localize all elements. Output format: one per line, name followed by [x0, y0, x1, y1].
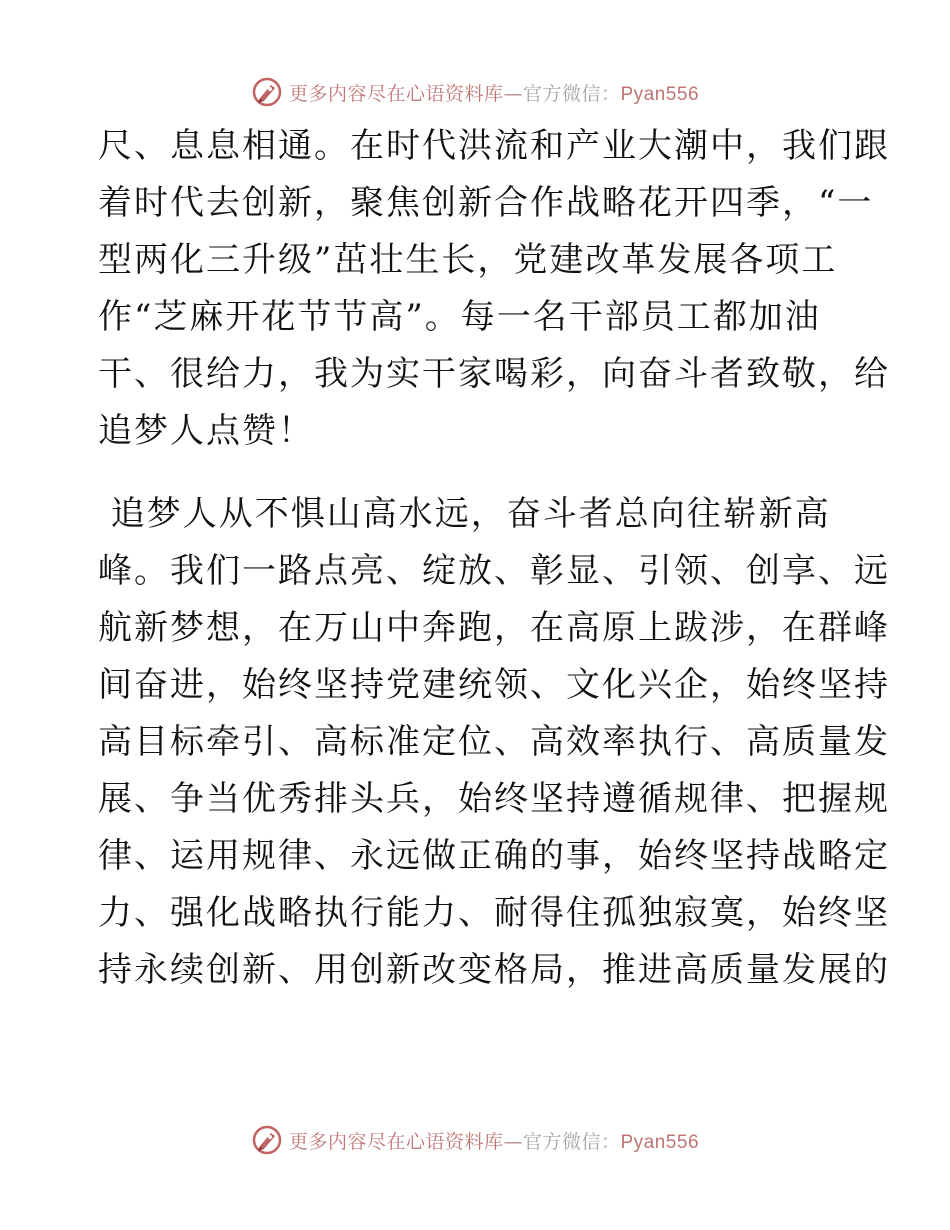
text-line: 间奋进，始终坚持党建统领、文化兴企，始终坚持: [98, 665, 890, 705]
watermark-separator: —: [503, 1130, 523, 1153]
paragraph-2: [98, 486, 890, 999]
watermark-wechat-id: Pyan556: [620, 83, 700, 105]
text-line: 峰。我们一路点亮、绽放、彰显、引领、创享、远: [98, 551, 890, 591]
text-line: 律、运用规律、永远做正确的事，始终坚持战略定: [98, 836, 890, 876]
watermark-wechat-id: Pyan556: [620, 1131, 700, 1153]
footer-watermark: [0, 1120, 950, 1160]
text-line: 追梦人点赞！: [98, 411, 314, 451]
paragraph-1: [98, 118, 890, 460]
text-line: 展、争当优秀排头兵，始终坚持遵循规律、把握规: [98, 779, 890, 819]
text-line: 高目标牵引、高标准定位、高效率执行、高质量发: [98, 722, 890, 762]
watermark-wechat-label: 官方微信：: [522, 1130, 621, 1153]
text-line: 作“芝麻开花节节高”。每一名干部员工都加油: [98, 297, 821, 337]
watermark-wechat-label: 官方微信：: [522, 82, 621, 105]
pen-logo-icon: [251, 1124, 283, 1156]
text-line: 干、很给力，我为实干家喝彩，向奋斗者致敬，给: [98, 354, 890, 394]
watermark-separator: —: [503, 82, 523, 105]
text-line: 尺、息息相通。在时代洪流和产业大潮中，我们跟: [98, 126, 890, 166]
watermark-text: [289, 1127, 699, 1154]
watermark-library-text: 更多内容尽在心语资料库: [288, 1130, 504, 1153]
text-line: 追梦人从不惧山高水远，奋斗者总向往崭新高: [98, 494, 831, 534]
text-line: 持永续创新、用创新改变格局，推进高质量发展的: [98, 950, 890, 990]
text-line: 航新梦想，在万山中奔跑，在高原上跋涉，在群峰: [98, 608, 890, 648]
watermark-text: [289, 79, 699, 106]
text-line: 力、强化战略执行能力、耐得住孤独寂寞，始终坚: [98, 893, 890, 933]
header-watermark: [0, 72, 950, 112]
text-line: 型两化三升级”茁壮生长，党建改革发展各项工: [98, 240, 838, 280]
pen-logo-icon: [251, 76, 283, 108]
watermark-library-text: 更多内容尽在心语资料库: [288, 82, 504, 105]
text-line: 着时代去创新，聚焦创新合作战略花开四季，“一: [98, 183, 874, 223]
